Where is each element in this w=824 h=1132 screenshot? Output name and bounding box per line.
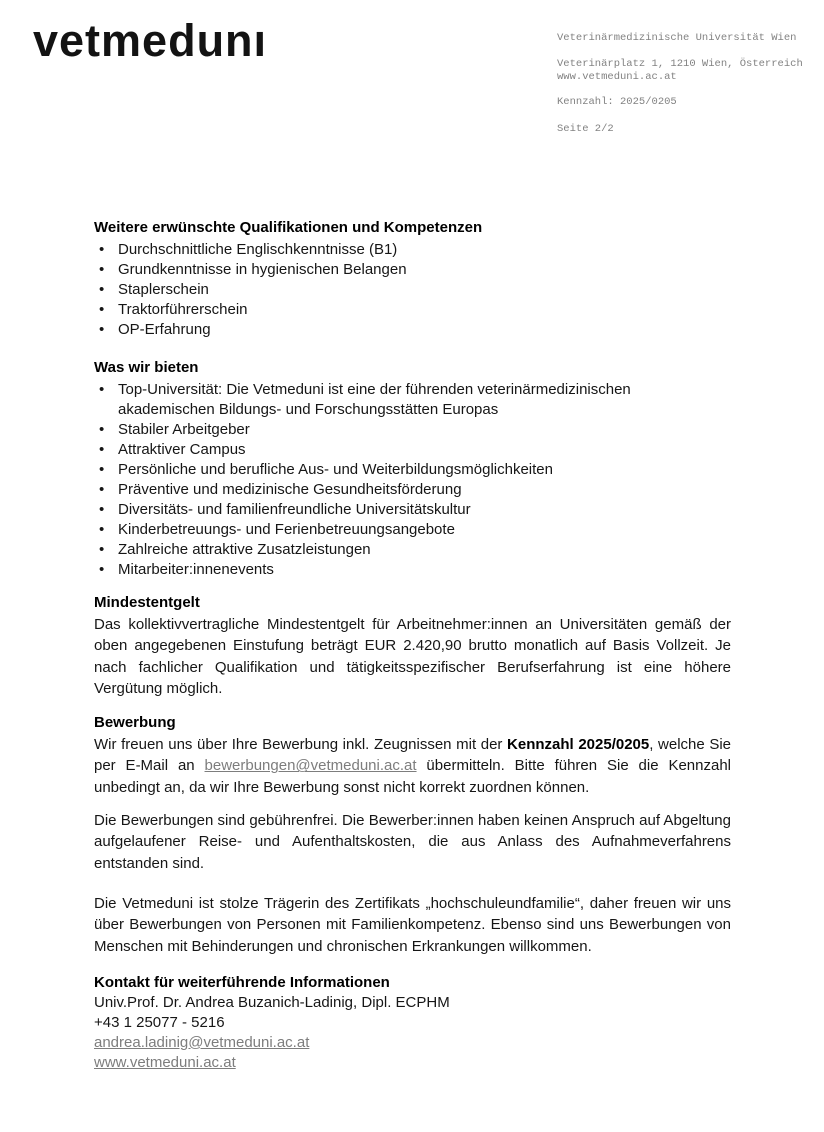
contact-website-link[interactable]: www.vetmeduni.ac.at	[94, 1053, 236, 1071]
vetmeduni-logo: vetmedunı	[33, 15, 268, 66]
section-contact	[94, 973, 731, 1073]
header-university: Veterinärmedizinische Universität Wien	[557, 32, 797, 44]
list-item: • Attraktiver Campus	[94, 440, 731, 460]
header-page-number: Seite 2/2	[557, 123, 614, 135]
contact-email-link[interactable]: andrea.ladinig@vetmeduni.ac.at	[94, 1033, 310, 1051]
application-heading: Bewerbung	[94, 714, 176, 732]
application-text: Wir freuen uns über Ihre Bewerbung inkl. Zeugnissen mit der	[94, 736, 508, 754]
contact-name: Univ.Prof. Dr. Andrea Buzanich-Ladinig, Dipl. ECPHM	[94, 993, 450, 1011]
list-item: • Stabiler Arbeitgeber	[94, 420, 731, 440]
section-benefits	[94, 358, 731, 580]
salary-paragraph: Das kollektivvertragliche Mindestentgelt für Arbeitnehmer:innen an Universitäten gemäß der oben angegebenen Einstufung beträgt EUR 2.420,90 brutto monatlich auf Basis Vollzeit. Je nach fachlicher Qualifikation und tätigkeitsspezifischer Berufserfahrung ist eine höhere Vergütung möglich.	[94, 616, 731, 697]
list-item: • Grundkenntnisse in hygienischen Belangen	[94, 260, 731, 280]
application-paragraph-2: Die Bewerbungen sind gebührenfrei. Die Bewerber:innen haben keinen Anspruch auf Abgeltung aufgelaufener Reise- und Aufenthaltskosten, die aus Anlass des Aufnahmeverfahrens entstanden sind.	[94, 812, 731, 872]
list-item: • Kinderbetreuungs- und Ferienbetreuungsangebote	[94, 520, 731, 540]
list-item: • Mitarbeiter:innenevents	[94, 560, 731, 580]
document-body	[94, 218, 731, 1073]
section-application	[94, 713, 731, 957]
list-item: • OP-Erfahrung	[94, 320, 731, 340]
list-item: • Zahlreiche attraktive Zusatzleistungen	[94, 540, 731, 560]
header-info	[557, 32, 803, 136]
contact-phone: +43 1 25077 - 5216	[94, 1013, 225, 1031]
application-paragraph-1	[94, 734, 731, 798]
list-item: • Top-Universität: Die Vetmeduni ist eine der führenden veterinärmedizinischen akademischen Bildungs- und Forschungsstätten Europas	[94, 380, 731, 420]
application-email-link[interactable]: bewerbungen@vetmeduni.ac.at	[204, 757, 417, 775]
section-salary	[94, 593, 731, 699]
header-kennzahl: Kennzahl: 2025/0205	[557, 96, 677, 108]
section-qualifications	[94, 218, 731, 340]
application-text: , welche Sie per E-Mail an	[94, 736, 732, 775]
kennzahl-bold: Kennzahl 2025/0205	[507, 736, 650, 754]
list-item: • Traktorführerschein	[94, 300, 731, 320]
contact-heading: Kontakt für weiterführende Informationen	[94, 973, 390, 991]
list-item: • Durchschnittliche Englischkenntnisse (B1)	[94, 240, 731, 260]
header-address: Veterinärplatz 1, 1210 Wien, Österreich	[557, 58, 803, 70]
list-item: • Diversitäts- und familienfreundliche Universitätskultur	[94, 500, 731, 520]
application-text: übermitteln. Bitte führen Sie die Kennzahl unbedingt an, da wir Ihre Bewerbung sonst nicht korrekt zuordnen können.	[94, 757, 731, 796]
list-item: • Persönliche und berufliche Aus- und Weiterbildungsmöglichkeiten	[94, 460, 731, 480]
benefits-heading: Was wir bieten	[94, 359, 199, 376]
qualifications-list	[94, 240, 731, 340]
header-website: www.vetmeduni.ac.at	[557, 71, 677, 83]
qualifications-heading: Weitere erwünschte Qualifikationen und Kompetenzen	[94, 219, 483, 236]
salary-heading: Mindestentgelt	[94, 594, 200, 611]
application-paragraph-3: Die Vetmeduni ist stolze Trägerin des Zertifikats „hochschuleundfamilie“, daher freuen wir uns über Bewerbungen von Personen mit Familienkompetenz. Ebenso sind uns Bewerbungen von Menschen mit Behinderungen und chronischen Erkrankungen willkommen.	[94, 894, 731, 955]
list-item: • Staplerschein	[94, 280, 731, 300]
benefits-list	[94, 380, 731, 580]
list-item: • Präventive und medizinische Gesundheitsförderung	[94, 480, 731, 500]
